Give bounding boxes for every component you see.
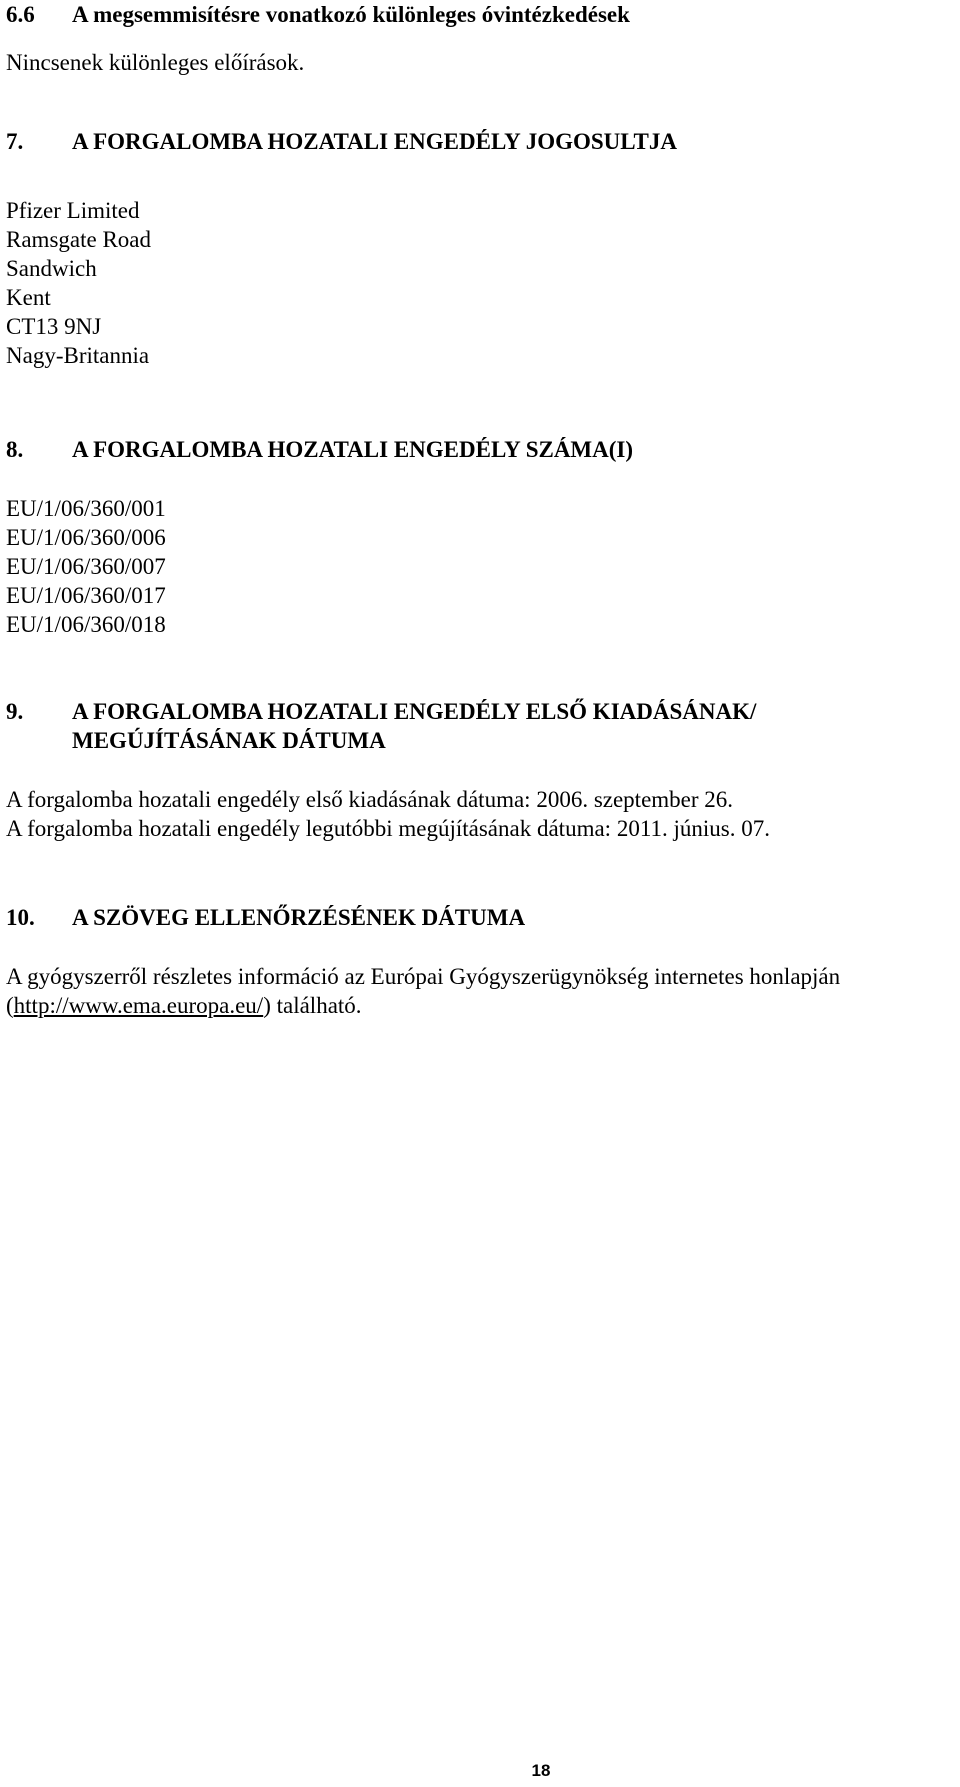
first-issue-date: A forgalomba hozatali engedély első kiadásának dátuma: 2006. szeptember 26. (6, 787, 734, 812)
page-number: 18 (531, 1761, 551, 1780)
section-9-heading (6, 697, 756, 755)
authorisation-number: EU/1/06/360/017 (6, 583, 166, 608)
paren-close: ) található. (263, 993, 362, 1018)
section-8-heading (6, 435, 633, 464)
paren-open: ( (6, 993, 14, 1018)
section-6-6-text (6, 48, 304, 77)
ema-website-link[interactable]: http://www.ema.europa.eu/ (13, 993, 264, 1018)
section-title: A FORGALOMBA HOZATALI ENGEDÉLY SZÁMA(I) (72, 437, 634, 462)
address-line: Nagy-Britannia (6, 343, 150, 368)
authorisation-number: EU/1/06/360/006 (6, 525, 166, 550)
section-6-6-heading (6, 0, 630, 29)
address-line: Kent (6, 285, 51, 310)
holder-address (6, 196, 151, 370)
section-7-heading (6, 127, 677, 156)
authorisation-numbers (6, 494, 166, 639)
section-number: 10. (6, 905, 35, 930)
section-number: 9. (6, 699, 24, 724)
address-line: CT13 9NJ (6, 314, 102, 339)
authorisation-number: EU/1/06/360/001 (6, 496, 166, 521)
paragraph-line (6, 991, 840, 1020)
address-line: Ramsgate Road (6, 227, 151, 252)
paragraph: Nincsenek különleges előírások. (6, 50, 305, 75)
section-title: A FORGALOMBA HOZATALI ENGEDÉLY JOGOSULTJA (72, 129, 677, 154)
section-title: A SZÖVEG ELLENŐRZÉSÉNEK DÁTUMA (72, 905, 526, 930)
renewal-date: A forgalomba hozatali engedély legutóbbi megújításának dátuma: 2011. június. 07. (6, 816, 770, 841)
section-number: 6.6 (6, 2, 35, 27)
section-number: 7. (6, 129, 24, 154)
address-line: Sandwich (6, 256, 97, 281)
paragraph: A gyógyszerről részletes információ az Európai Gyógyszerügynökség internetes honlapján (6, 964, 841, 989)
authorisation-number: EU/1/06/360/007 (6, 554, 166, 579)
address-line: Pfizer Limited (6, 198, 140, 223)
section-10-heading (6, 903, 525, 932)
authorisation-number: EU/1/06/360/018 (6, 612, 166, 637)
section-title: A megsemmisítésre vonatkozó különleges óvintézkedések (72, 2, 630, 27)
section-9-text (6, 785, 770, 843)
section-title-continuation: MEGÚJÍTÁSÁNAK DÁTUMA (72, 728, 386, 753)
section-title: A FORGALOMBA HOZATALI ENGEDÉLY ELSŐ KIADÁSÁNAK/ (72, 699, 757, 724)
section-10-text (6, 962, 840, 1020)
section-number: 8. (6, 437, 24, 462)
